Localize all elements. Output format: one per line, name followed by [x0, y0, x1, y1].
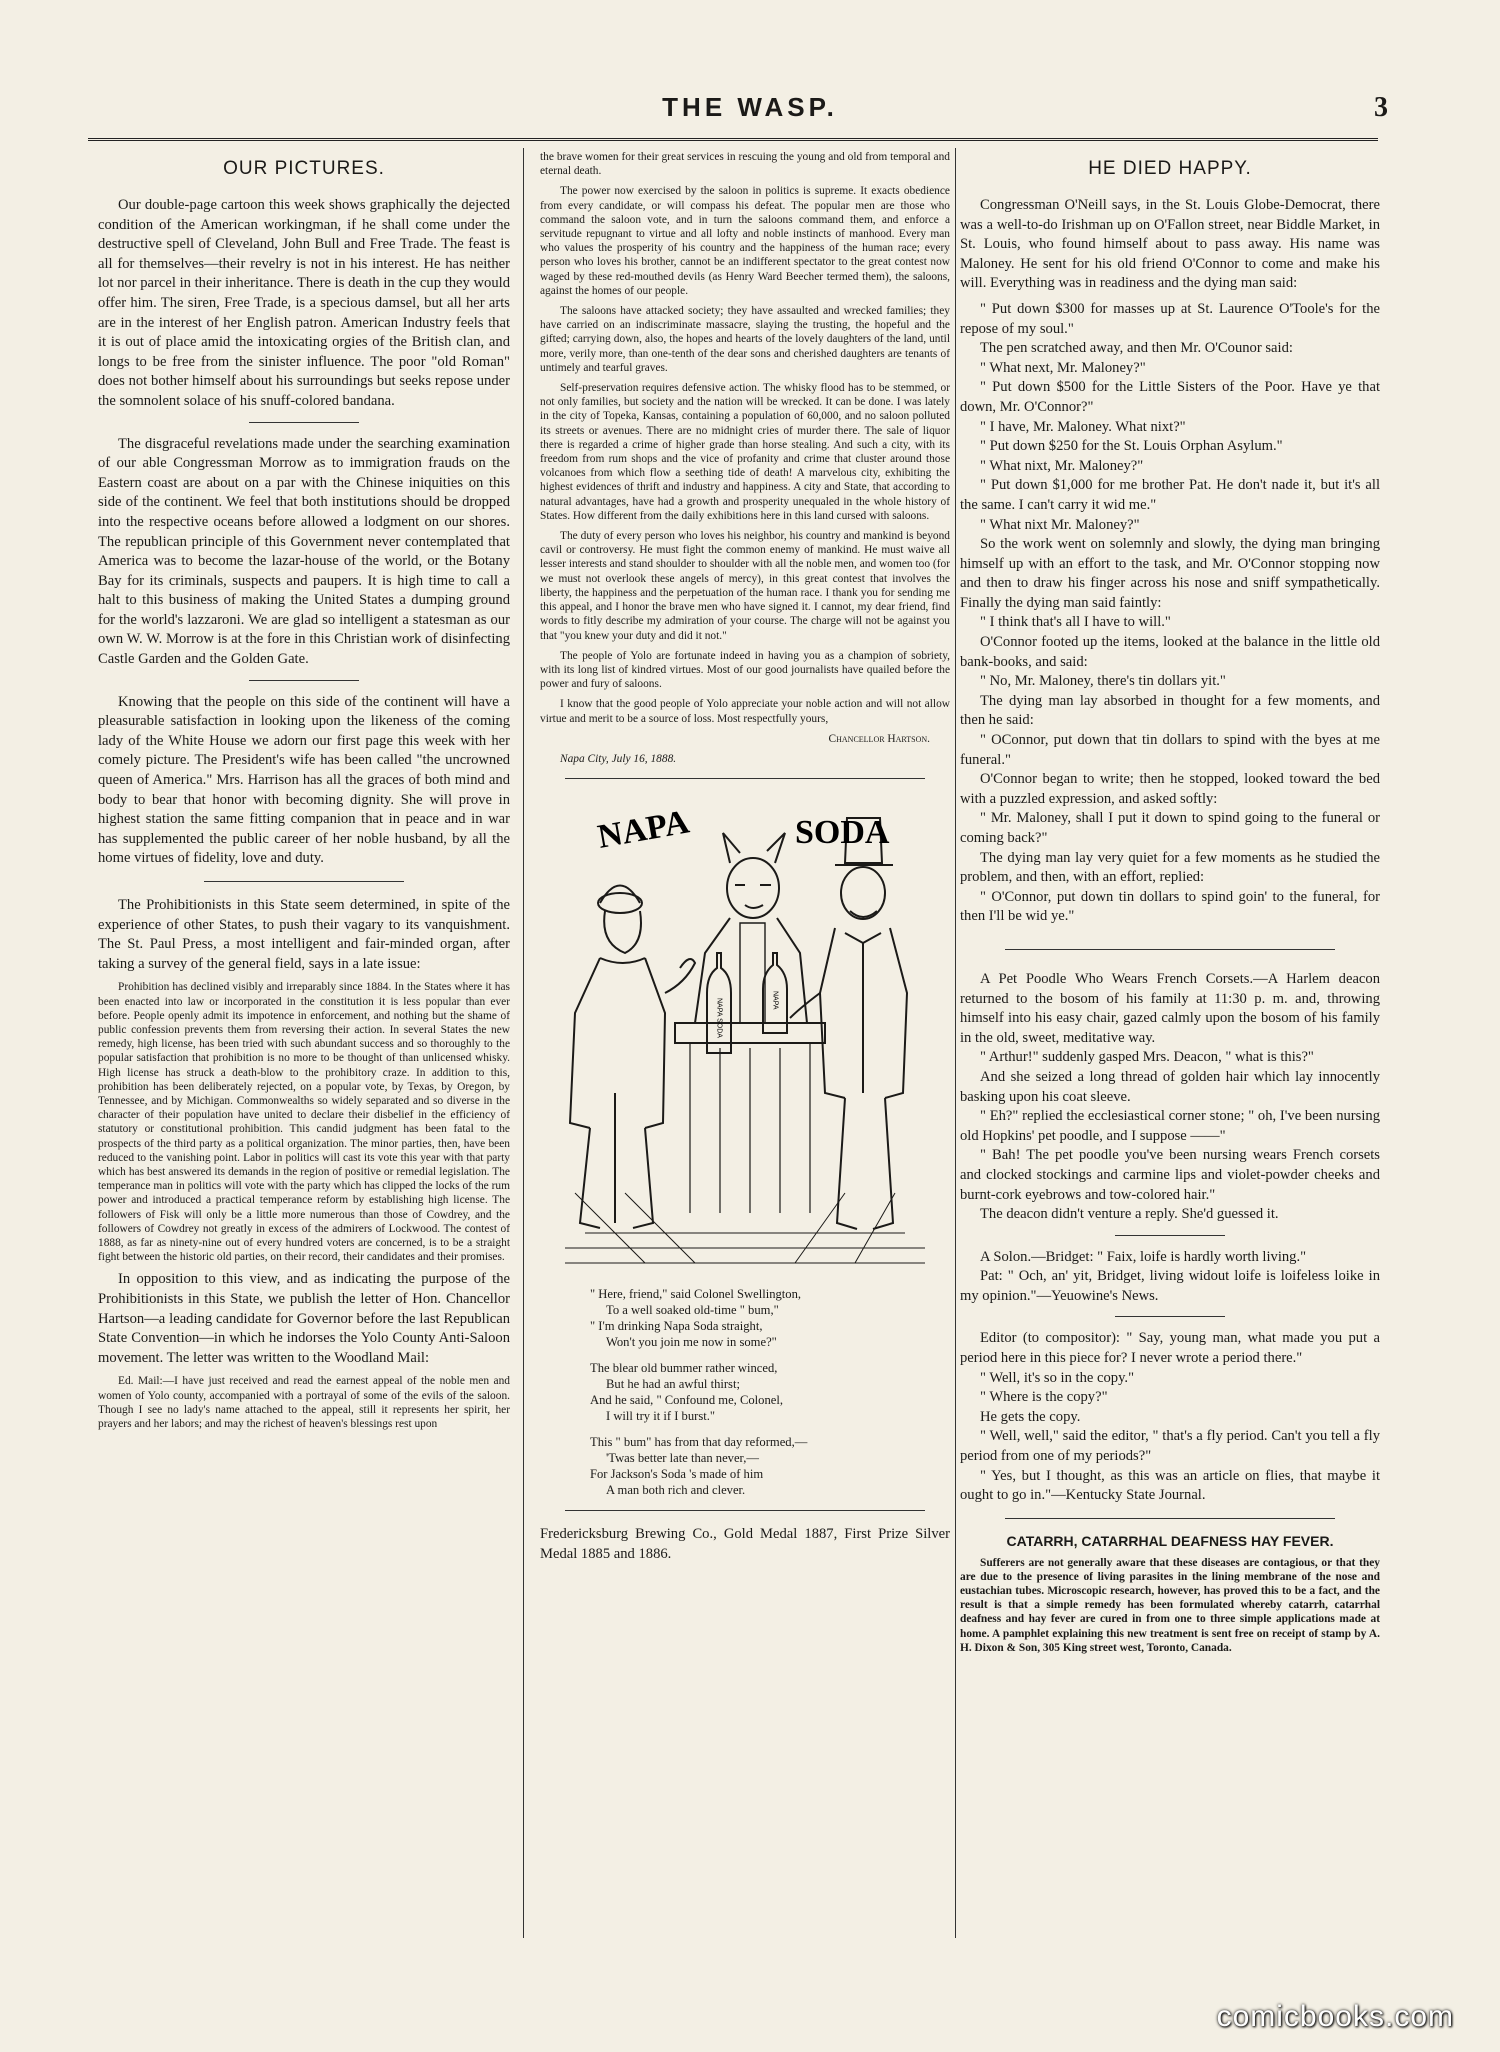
article-paragraph: In opposition to this view, and as indicating the purpose of the Prohibitionists in this State, we publish the letter of Hon. Chancellor Hartson—a leading candidate for Governor before the last Republican State Convention—in which he indorses the Yolo County Anti-Saloon movement. The letter was written to the Woodland Mail:	[98, 1271, 510, 1366]
story-paragraph: " Put down $250 for the St. Louis Orphan Asylum."	[980, 438, 1283, 455]
bottle-label: NAPA SODA	[715, 998, 723, 1039]
story-paragraph: The dying man lay absorbed in thought for a few moments, and then he said:	[960, 692, 1380, 729]
letter-paragraph: the brave women for their great services in rescuing the young and old from temporal and eternal death.	[540, 151, 950, 178]
story-paragraph: " Put down $500 for the Little Sisters of the Poor. Have ye that down, Mr. O'Connor?"	[960, 379, 1380, 415]
editor-paragraph: " Yes, but I thought, as this was an article on flies, that maybe it ought to go in."—Kentucky State Journal.	[960, 1467, 1380, 1504]
article-paragraph: The disgraceful revelations made under the searching examination of our able Congressman Morrow as to immigration frauds on the Eastern coast are about on a par with the Chinese iniquities on this side of the continent. We feel that both institutions should be dropped into the respective oceans before allowed a lodgment on our shores. The republican principle of this Government never contemplated that America was to become the lazar-house of the world, or the Botany Bay for its criminals, suspects and paupers. It is high time to call a halt to this business of making the United States a dumping ground for the world's lazzaroni. We are glad so intelligent a statesman as our own W. W. Morrow is at the fore in this Christian work of disinfecting Castle Garden and the Golden Gate.	[98, 435, 510, 668]
story-paragraph: " Mr. Maloney, shall I put it down to spind going to the funeral or coming back?"	[960, 810, 1380, 846]
solon-paragraph: A Solon.—Bridget: " Faix, loife is hardly worth living."	[980, 1248, 1307, 1265]
column-middle	[540, 150, 950, 1940]
napa-soda-illustration	[545, 793, 945, 1278]
section-heading-our-pictures: OUR PICTURES.	[223, 158, 385, 179]
solon-paragraph: Pat: " Och, an' yit, Bridget, living widout loife is loifeless loike in my opinion."—Yeuowine's News.	[960, 1268, 1380, 1304]
poodle-paragraph: And she seized a long thread of golden hair which lay innocently basking upon his coat sleeve.	[960, 1068, 1380, 1105]
poem-stanza: The blear old bummer rather winced, But he had an awful thirst; And he said, " Confound me, Colonel, I will try it if I burst."	[590, 1361, 783, 1424]
editor-paragraph: " Where is the copy?"	[980, 1389, 1108, 1406]
story-paragraph: " Put down $1,000 for me brother Pat. He don't nade it, but it's all the same. I can't carry it wid me."	[960, 477, 1380, 513]
separator-rule	[1005, 949, 1335, 950]
separator-rule	[249, 680, 359, 681]
poodle-paragraph: The deacon didn't venture a reply. She'd guessed it.	[980, 1206, 1279, 1223]
illustration-word-soda: SODA	[795, 814, 890, 852]
poodle-paragraph: " Bah! The pet poodle you've been nursing wears French corsets and clocked stockings and carmine lips and violet-powder cheeks and burnt-cork eyebrows and tow-colored hair."	[960, 1147, 1380, 1203]
story-paragraph: " What nixt Mr. Maloney?"	[980, 516, 1140, 533]
column-right	[960, 150, 1380, 1940]
story-paragraph: " What next, Mr. Maloney?"	[980, 359, 1146, 376]
letter-paragraph: The saloons have attacked society; they have assaulted and wrecked families; they have carried on an indiscriminate massacre, slaying the trusting, the hopeful and the gifted; carrying down, also, the hopes and hearts of the lovely daughters of the land, until more, verily more, than one-tenth of the dear sons and cherished daughters are tenants of untimely and tearful graves.	[540, 305, 950, 374]
column-left	[98, 150, 510, 1940]
story-paragraph: The dying man lay very quiet for a few moments as he studied the problem, and then, with an effort, replied:	[960, 849, 1380, 886]
separator-rule	[1115, 1235, 1225, 1236]
brewing-advert: Fredericksburg Brewing Co., Gold Medal 1887, First Prize Silver Medal 1885 and 1886.	[540, 1526, 950, 1562]
letter-paragraph: The power now exercised by the saloon in politics is supreme. It exacts obedience from every candidate, or will compass his defeat. The popular men are those who command the saloon vote, and in turn the saloons command them, and enforce a servitude repugnant to virtue and all lofty and noble instincts of manhood. Every man who values the prosperity of his country and the happiness of the human race; every person who loves his brother, cannot be an indifferent spectator to the great contest now waged by these red-mouthed devils (as Henry Ward Beecher termed them), the saloons, against the homes of our people.	[540, 185, 950, 297]
separator-rule	[1115, 1316, 1225, 1317]
site-watermark: comicbooks.com	[1216, 2000, 1454, 2033]
letter-paragraph: The people of Yolo are fortunate indeed in having you as a champion of sobriety, with its long list of kindred virtues. Most of our good journalists have quailed before the power and fury of saloons.	[540, 649, 950, 691]
masthead-title: THE WASP.	[662, 92, 838, 122]
article-paragraph: The Prohibitionists in this State seem determined, in spite of the experience of other States, to push their vagary to its vanquishment. The St. Paul Press, a most intelligent and fair-minded organ, after taking a survey of the general field, says in a late issue:	[98, 897, 510, 972]
letter-paragraph: I know that the good people of Yolo appreciate your noble action and will not allow virtue and merit to be a source of loss. Most respectfully yours,	[540, 698, 950, 725]
article-paragraph: Knowing that the people on this side of the continent will have a pleasurable satisfaction in looking upon the likeness of the coming lady of the White House we adorn our first page this week with her comely picture. The President's wife has been called "the uncrowned queen of America." Mrs. Harrison has all the graces of both mind and body to bear that honor with becoming dignity. She will prove in highest station the same fitting companion that in peace and in war has supplemented the public career of her noble husband, by all the home virtues of fidelity, love and duty.	[98, 693, 510, 867]
letter-text: Ed. Mail:—I have just received and read the earnest appeal of the noble men and women of Yolo county, accompanied with a portrayal of some of the evils of the saloon. Though I see no lady's name attached to the appeal, still it represents her spirit, her prayers and her labors; and may the richest of heaven's blessings rest upon	[98, 1375, 510, 1431]
separator-rule	[204, 881, 404, 882]
column-divider	[523, 148, 524, 1938]
page-number: 3	[1374, 92, 1388, 123]
article-paragraph: Our double-page cartoon this week shows graphically the dejected condition of the American workingman, if he shall come under the destructive spell of Cleveland, John Bull and Free Trade. The feast is all for themselves—their revelry is not in his interest. He has neither lot nor parcel in their inheritance. There is death in the cup they would offer him. The siren, Free Trade, is a specious damsel, but all her arts are in the interest of her English patron. American Industry feels that it is out of place amid the intoxicating orgies of the British clan, and longs to be free from the sinister influence. The poor "old Roman" does not bother himself about his surroundings but seeks repose under the somnolent solace of his snuff-colored bandana.	[98, 197, 510, 409]
poem-stanza: " Here, friend," said Colonel Swellington, To a well soaked old-time " bum," " I'm drinking Napa Soda straight, Won't you join me now in some?"	[590, 1287, 802, 1350]
separator-rule	[1005, 1518, 1335, 1519]
letter-signature: Chancellor Hartson.	[828, 732, 930, 745]
quoted-passage: Prohibition has declined visibly and irreparably since 1884. In the States where it has been enacted into law or incorporated in the constitution it is less popular than ever before. People openly admit its impotence in enforcement, and nothing but the shame of public confession prevents them from reversing their action. In several States the new remedy, high license, has been tried with such abundant success and so thoroughly to the popular satisfaction that prohibition is no more to be thought of than unlicensed whisky. High license has struck a death-blow to the prohibitory craze. In addition to this, prohibition has been deliberately rejected, on a popular vote, by Texas, by Oregon, by Tennessee, and by Michigan. Commonwealths so widely separated and so diverse in the character of their population have united to declare their disbelief in the efficiency of statutory or constitutional prohibition. This candid judgment has been fatal to the prospects of the third party as a political organization. The minor parties, then, have been reduced to the vanishing point. Labor in politics will cast its vote this year with that party which has best answered its demands in the region of positive or remedial legislation. The temperance man in politics will vote with the party which has clipped the locks of the rum power and introduced a practical temperance reform by establishing high license. The followers of Fisk will only be a little more numerous than those of Cowdrey, and the followers of Cowdrey not greatly in excess of the admirers of Lockwood. The contest of 1888, as far as ninety-nine out of every hundred voters are concerned, is to be a straight fight between the historic old parties, on their record, their candidates and their promises.	[98, 981, 510, 1264]
story-paragraph: " I think that's all I have to will."	[980, 614, 1171, 631]
story-paragraph: " Put down $300 for masses up at St. Laurence O'Toole's for the repose of my soul."	[960, 300, 1380, 337]
separator-rule	[565, 778, 925, 779]
story-paragraph: " No, Mr. Maloney, there's tin dollars yit."	[980, 673, 1226, 690]
catarrh-advert: Sufferers are not generally aware that these diseases are contagious, or that they are due to the presence of living parasites in the lining membrane of the nose and eustachian tubes. Microscopic research, however, has proved this to be a fact, and the result is that a simple remedy has been formulated whereby catarrh, catarrhal deafness and hay fever are cured in from one to three simple applications made at home. A pamphlet explaining this new treatment is sent free on receipt of stamp by A. H. Dixon & Son, 305 King street west, Toronto, Canada.	[960, 1556, 1380, 1654]
poem-stanza: This " bum" has from that day reformed,— 'Twas better late than never,— For Jackson's Soda 's made of him A man both rich and clever.	[590, 1435, 808, 1498]
editor-paragraph: Editor (to compositor): " Say, young man, what made you put a period here in this piece for? I never wrote a period there."	[960, 1330, 1380, 1367]
separator-rule	[565, 1510, 925, 1511]
letter-paragraph: Self-preservation requires defensive action. The whisky flood has to be stemmed, or not only families, but society and the nation will be wrecked. It can be done. I was lately in the city of Topeka, Kansas, containing a population of 60,000, and no saloon polluted its streets or avenues. There are no midnight cries of murder there. The sale of liquor there is regarded a crime of higher grade than horse stealing. And such a city, with its freedom from rum shops and the vice of profanity and crime that cluster around those volcanoes from which flow a seething tide of death! A marvelous city, exhibiting the highest evidences of thrift and industry and happiness. A city and State, that according to natural advantages, have had a growth and prosperity unequaled in the whole history of States. How different from the daily exhibitions here in this land cursed with saloons.	[540, 382, 950, 522]
story-paragraph: The pen scratched away, and then Mr. O'Counor said:	[980, 340, 1293, 357]
story-paragraph: " I have, Mr. Maloney. What nixt?"	[980, 418, 1186, 435]
story-paragraph: " O'Connor, put down tin dollars to spind goin' to the funeral, for then I'll be wid ye."	[960, 888, 1380, 925]
column-divider	[955, 148, 956, 1938]
story-paragraph: Congressman O'Neill says, in the St. Louis Globe-Democrat, there was a well-to-do Irishman up on O'Fallon street, near Biddle Market, in St. Louis, who found himself about to pass away. His name was Maloney. He sent for his old friend O'Connor to come and make his will. Everything was in readiness and the dying man said:	[960, 197, 1380, 292]
header-rule	[88, 138, 1378, 141]
bottle-label: NAPA	[771, 991, 779, 1010]
illustration-word-napa: NAPA	[594, 803, 692, 857]
editor-paragraph: " Well, it's so in the copy."	[980, 1369, 1135, 1386]
separator-rule	[249, 422, 359, 423]
poodle-paragraph: " Eh?" replied the ecclesiastical corner stone; " oh, I've been nursing old Hopkins' pet poodle, and I suppose ——"	[960, 1108, 1380, 1144]
poodle-paragraph: A Pet Poodle Who Wears French Corsets.—A Harlem deacon returned to the bosom of his family at 11:30 p. m. and, throwing himself into his easy chair, gazed calmly upon the bosom of his family in the old, sweet, meditative way.	[960, 970, 1380, 1046]
story-paragraph: So the work went on solemnly and slowly, the dying man bringing himself up with an effort to the task, and Mr. O'Connor stopping now and then to draw his finger across his nose and sniff sympathetically. Finally the dying man said faintly:	[960, 536, 1380, 611]
catarrh-heading: CATARRH, CATARRHAL DEAFNESS HAY FEVER.	[1006, 1532, 1334, 1549]
story-paragraph: O'Connor began to write; then he stopped, looked toward the bed with a puzzled expression, and asked softly:	[960, 771, 1380, 807]
letter-paragraph: The duty of every person who loves his neighbor, his country and mankind is beyond cavil or controversy. He must fight the common enemy of mankind. He must waive all lesser interests and stand shoulder to shoulder with all the noble men, and women too (for we must not overlook these angels of mercy), in this great contest that involves the liberty, the happiness and the perpetuation of the human race. I thank you for sending me this appeal, and I honor the brave men who have signed it. I cannot, my dear friend, find words to fitly describe my admiration of your course. The charge will not be against you that "you knew your duty and did it not."	[540, 530, 950, 642]
story-paragraph: O'Connor footed up the items, looked at the balance in the little old bank-books, and said:	[960, 634, 1380, 670]
letter-place-date: Napa City, July 16, 1888.	[560, 752, 677, 765]
story-paragraph: " OConnor, put down that tin dollars to spind with the byes at me funeral."	[960, 732, 1380, 768]
poodle-paragraph: " Arthur!" suddenly gasped Mrs. Deacon, " what is this?"	[980, 1049, 1314, 1066]
editor-paragraph: He gets the copy.	[980, 1408, 1081, 1425]
story-paragraph: " What nixt, Mr. Maloney?"	[980, 457, 1144, 474]
editor-paragraph: " Well, well," said the editor, " that's a fly period. Can't you tell a fly period from one of my periods?"	[960, 1428, 1380, 1465]
section-heading-he-died-happy: HE DIED HAPPY.	[1088, 158, 1252, 179]
